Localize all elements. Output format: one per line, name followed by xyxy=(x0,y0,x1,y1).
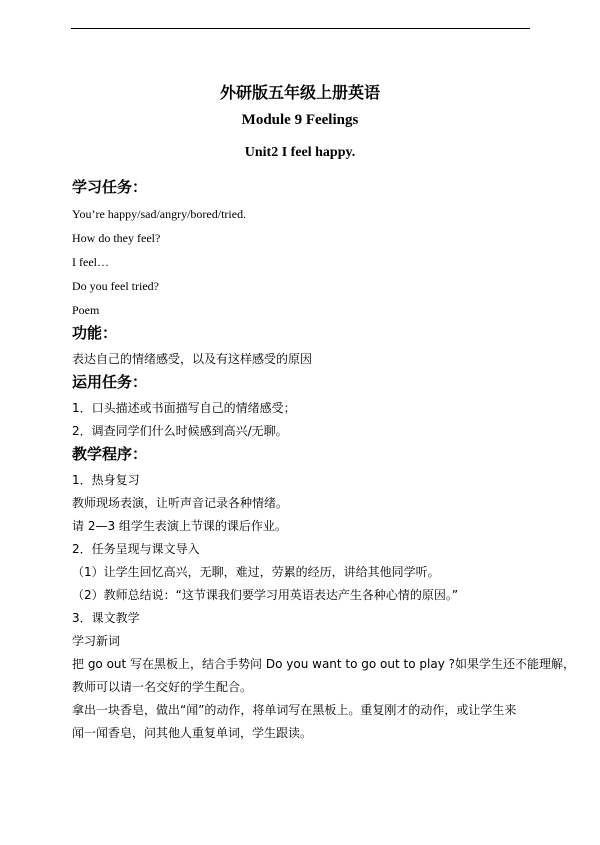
function-lines xyxy=(72,351,537,367)
teaching-procedure-section xyxy=(72,443,575,741)
procedure-line: 教师可以请一名交好的学生配合。 xyxy=(72,680,253,694)
teaching-procedure-heading: 教学程序： xyxy=(72,445,148,463)
learning-task-line: I feel… xyxy=(72,255,109,269)
procedure-line: 教师现场表演，让听声音记录各种情绪。 xyxy=(72,496,289,510)
learning-tasks-section xyxy=(72,176,537,318)
application-tasks-heading: 运用任务： xyxy=(72,373,148,391)
procedure-line: 拿出一块香皂，做出“闻”的动作，将单词写在黑板上。重复刚才的动作，或让学生来 xyxy=(72,703,517,717)
procedure-line: （1）让学生回忆高兴，无聊，难过，劳累的经历，讲给其他同学听。 xyxy=(72,565,440,579)
header-rule xyxy=(71,28,530,29)
procedure-line: 请 2—3 组学生表演上节课的课后作业。 xyxy=(72,519,287,533)
function-section xyxy=(72,322,537,367)
teaching-procedure-lines xyxy=(72,472,575,741)
function-heading: 功能： xyxy=(72,324,118,342)
learning-task-line: How do they feel? xyxy=(72,231,161,245)
procedure-line: 把 go out 写在黑板上，结合手势问 Do you want to go out to play ?如果学生还不能理解， xyxy=(72,657,575,671)
application-tasks-section xyxy=(72,371,537,439)
procedure-line: 学习新词 xyxy=(72,634,121,648)
module-title: Module 9 Feelings xyxy=(241,112,359,128)
procedure-line: （2）教师总结说：“这节课我们要学习用英语表达产生各种心情的原因。” xyxy=(72,588,459,602)
procedure-line: 闻一闻香皂，问其他人重复单词，学生跟读。 xyxy=(72,726,313,740)
learning-task-line: Do you feel tried? xyxy=(72,279,159,293)
document-title: 外研版五年级上册英语 xyxy=(219,83,380,102)
unit-title: Unit2 I feel happy. xyxy=(244,145,356,160)
learning-task-line: Poem xyxy=(72,303,100,317)
learning-tasks-list xyxy=(72,206,537,318)
application-task-line: 2．调查同学们什么时候感到高兴/无聊。 xyxy=(72,424,288,438)
application-task-line: 1．口头描述或书面描写自己的情绪感受； xyxy=(72,401,296,415)
learning-tasks-heading: 学习任务： xyxy=(72,178,148,196)
procedure-line: 2．任务呈现与课文导入 xyxy=(72,542,200,556)
procedure-line: 1．热身复习 xyxy=(72,473,140,487)
function-line: 表达自己的情绪感受，以及有这样感受的原因 xyxy=(72,352,313,366)
document-body xyxy=(72,176,575,741)
application-tasks-lines xyxy=(72,400,537,439)
learning-task-line: You’re happy/sad/angry/bored/tried. xyxy=(72,207,247,221)
procedure-line: 3．课文教学 xyxy=(72,611,140,625)
